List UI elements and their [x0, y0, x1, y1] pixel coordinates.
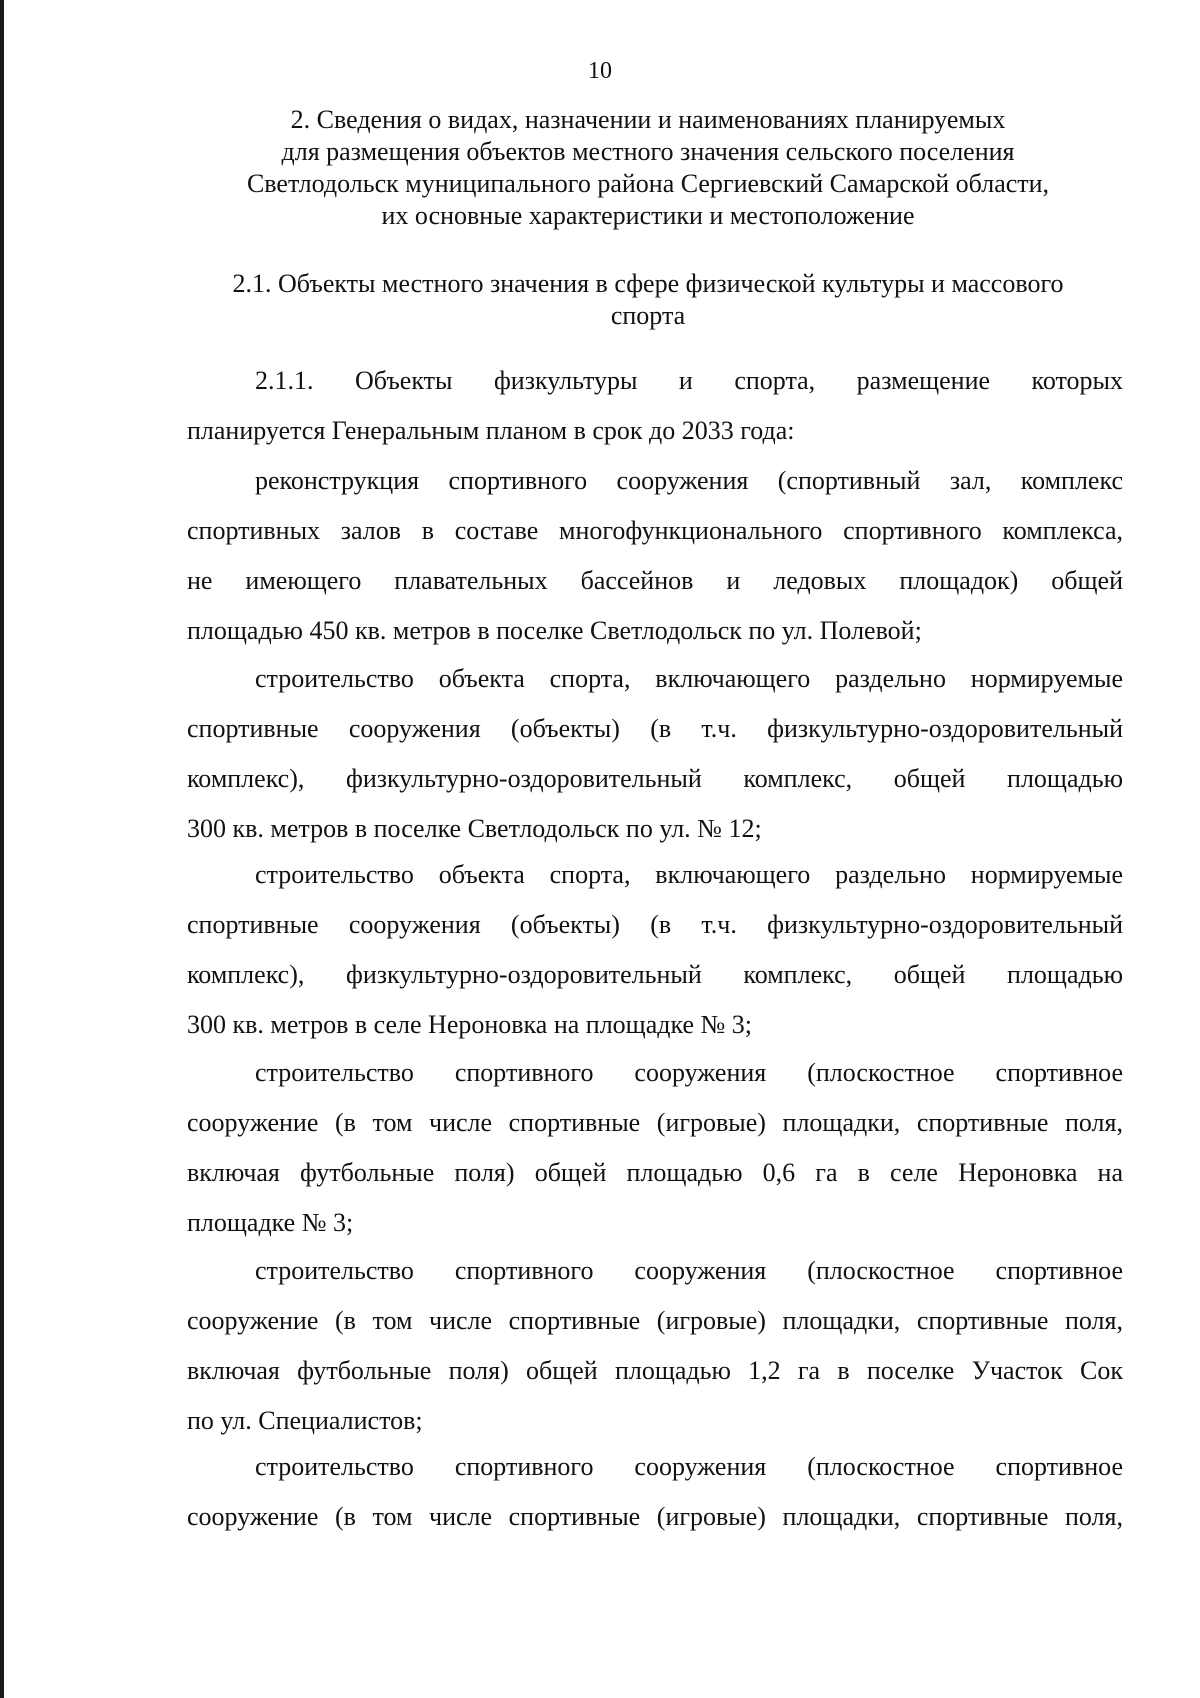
paragraph-line: строительство спортивного сооружения (плоскостное спортивное: [255, 1452, 1123, 1481]
subsection-title-line: спорта: [610, 301, 686, 330]
paragraph-item: [187, 1246, 1123, 1446]
paragraph-line: сооружение (в том числе спортивные (игровые) площадки, спортивные поля,: [187, 1306, 1123, 1335]
paragraph-item: [187, 1442, 1123, 1542]
paragraph-line: комплекс), физкультурно-оздоровительный комплекс, общей площадью: [187, 960, 1123, 989]
paragraph-line: спортивных залов в составе многофункционального спортивного комплекса,: [187, 516, 1123, 545]
paragraph-line: не имеющего плавательных бассейнов и ледовых площадок) общей: [187, 566, 1123, 595]
paragraph-line: площадью 450 кв. метров в поселке Светлодольск по ул. Полевой;: [187, 616, 922, 645]
section-title-line: Светлодольск муниципального района Сергиевский Самарской области,: [246, 169, 1050, 198]
section-title-line: их основные характеристики и местоположение: [381, 201, 915, 230]
paragraph-line: спортивные сооружения (объекты) (в т.ч. физкультурно-оздоровительный: [187, 910, 1123, 939]
paragraph-line: комплекс), физкультурно-оздоровительный комплекс, общей площадью: [187, 764, 1123, 793]
subsection-title-line: 2.1. Объекты местного значения в сфере физической культуры и массового: [232, 269, 1064, 298]
section-title-line: для размещения объектов местного значения сельского поселения: [281, 137, 1015, 166]
paragraph-line: планируется Генеральным планом в срок до 2033 года:: [187, 416, 795, 445]
paragraph-line: спортивные сооружения (объекты) (в т.ч. физкультурно-оздоровительный: [187, 714, 1123, 743]
paragraph-line: реконструкция спортивного сооружения (спортивный зал, комплекс: [255, 466, 1123, 495]
paragraph-line: сооружение (в том числе спортивные (игровые) площадки, спортивные поля,: [187, 1502, 1123, 1531]
paragraph-line: сооружение (в том числе спортивные (игровые) площадки, спортивные поля,: [187, 1108, 1123, 1137]
paragraph-item: [187, 850, 1123, 1050]
section-title: [180, 104, 1116, 232]
subsection-title: [180, 268, 1116, 332]
page-left-border: [0, 0, 4, 1698]
paragraph-item: [187, 654, 1123, 854]
paragraph-line: 2.1.1. Объекты физкультуры и спорта, размещение которых: [255, 366, 1123, 395]
paragraph-item: [187, 456, 1123, 656]
paragraph-line: строительство объекта спорта, включающего раздельно нормируемые: [255, 860, 1123, 889]
paragraph-line: строительство спортивного сооружения (плоскостное спортивное: [255, 1058, 1123, 1087]
paragraph-line: включая футбольные поля) общей площадью 1,2 га в поселке Участок Сок: [187, 1356, 1123, 1385]
paragraph-item: [187, 1048, 1123, 1248]
section-title-line: 2. Сведения о видах, назначении и наименованиях планируемых: [290, 105, 1006, 134]
paragraph-line: включая футбольные поля) общей площадью 0,6 га в селе Нероновка на: [187, 1158, 1123, 1187]
paragraph-line: 300 кв. метров в селе Нероновка на площадке № 3;: [187, 1010, 753, 1039]
page-number: 10: [588, 58, 612, 84]
paragraph-line: строительство объекта спорта, включающего раздельно нормируемые: [255, 664, 1123, 693]
paragraph-line: по ул. Специалистов;: [187, 1406, 423, 1435]
paragraph-line: строительство спортивного сооружения (плоскостное спортивное: [255, 1256, 1123, 1285]
paragraph-line: площадке № 3;: [187, 1208, 354, 1237]
paragraph-line: 300 кв. метров в поселке Светлодольск по ул. № 12;: [187, 814, 762, 843]
paragraph-intro: [187, 356, 1123, 456]
